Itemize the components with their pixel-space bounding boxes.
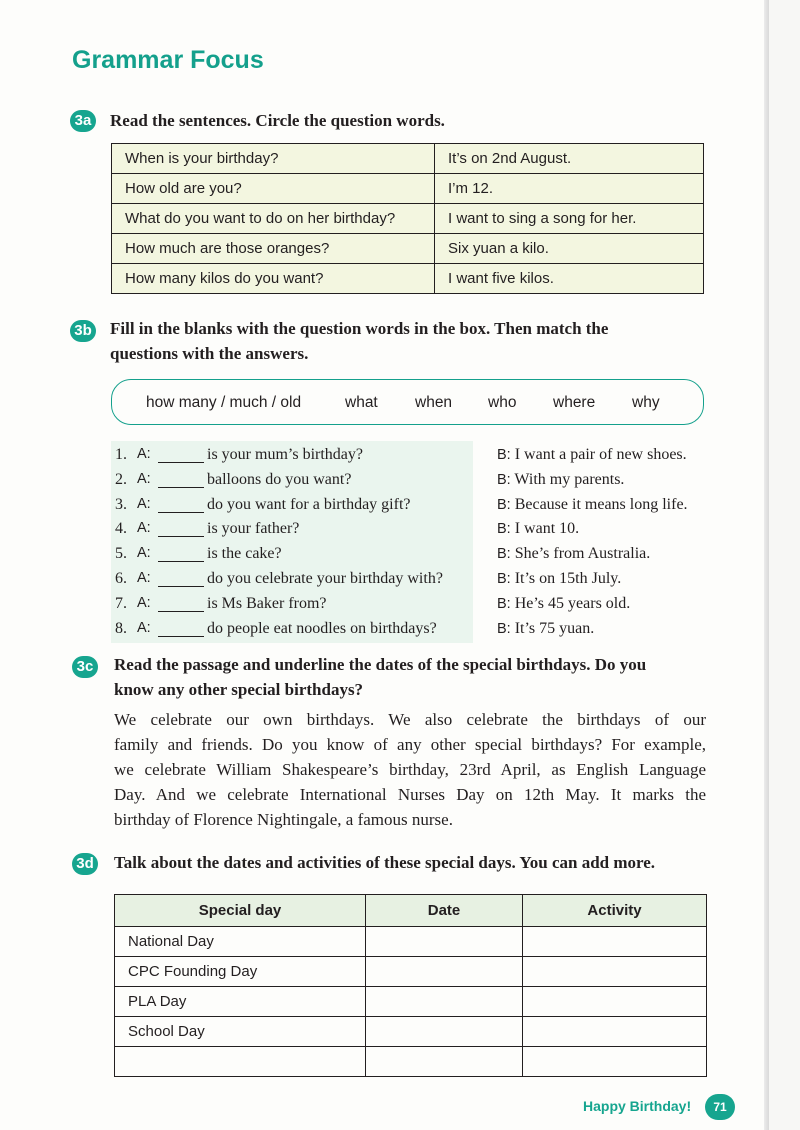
question-number: 8. bbox=[115, 620, 127, 637]
answer-cell: It’s on 2nd August. bbox=[435, 144, 704, 174]
page-title: Grammar Focus bbox=[72, 46, 264, 74]
speaker-b-label: B: bbox=[497, 571, 511, 587]
table-row bbox=[112, 264, 704, 294]
speaker-b-label: B: bbox=[497, 447, 511, 463]
table-row bbox=[115, 1047, 707, 1077]
date-cell[interactable] bbox=[366, 957, 523, 987]
speaker-b-label: B: bbox=[497, 472, 511, 488]
answer-text: It’s on 15th July. bbox=[514, 570, 622, 587]
activity-cell[interactable] bbox=[523, 957, 707, 987]
speaker-b-label: B: bbox=[497, 546, 511, 562]
answer-item bbox=[497, 492, 688, 518]
answer-text: I want a pair of new shoes. bbox=[514, 446, 687, 463]
answer-blank[interactable] bbox=[158, 595, 204, 612]
word-option: why bbox=[632, 394, 660, 411]
question-number: 2. bbox=[115, 471, 127, 488]
question-cell: What do you want to do on her birthday? bbox=[112, 204, 435, 234]
special-days-table bbox=[114, 894, 707, 1077]
activity-cell[interactable] bbox=[523, 1047, 707, 1077]
question-text: is your mum’s birthday? bbox=[207, 446, 363, 463]
table-row bbox=[112, 234, 704, 264]
table-row bbox=[115, 987, 707, 1017]
question-cell: How many kilos do you want? bbox=[112, 264, 435, 294]
question-number: 3. bbox=[115, 496, 127, 513]
speaker-a-label: A: bbox=[137, 446, 151, 462]
answer-text: With my parents. bbox=[514, 471, 625, 488]
answer-item bbox=[497, 541, 650, 567]
word-option: who bbox=[488, 394, 517, 411]
answer-text: I want 10. bbox=[514, 520, 580, 537]
special-day-cell: CPC Founding Day bbox=[115, 957, 366, 987]
column-header-date: Date bbox=[366, 895, 523, 927]
instruction-3b-line2: questions with the answers. bbox=[110, 344, 309, 363]
answer-blank[interactable] bbox=[158, 471, 204, 488]
question-number: 4. bbox=[115, 520, 127, 537]
question-text: is Ms Baker from? bbox=[207, 595, 327, 612]
passage-line: birthday of Florence Nightingale, a famous nurse. bbox=[114, 810, 453, 829]
speaker-b-label: B: bbox=[497, 521, 511, 537]
activity-cell[interactable] bbox=[523, 1017, 707, 1047]
answer-text: Because it means long life. bbox=[514, 496, 688, 513]
date-cell[interactable] bbox=[366, 987, 523, 1017]
question-text: do people eat noodles on birthdays? bbox=[207, 620, 437, 637]
section-badge-3c: 3c bbox=[72, 656, 98, 678]
table-row bbox=[115, 957, 707, 987]
question-text: is your father? bbox=[207, 520, 300, 537]
question-text: do you want for a birthday gift? bbox=[207, 496, 411, 513]
date-cell[interactable] bbox=[366, 1047, 523, 1077]
answer-cell: I want five kilos. bbox=[435, 264, 704, 294]
speaker-a-label: A: bbox=[137, 520, 151, 536]
question-number: 7. bbox=[115, 595, 127, 612]
speaker-a-label: A: bbox=[137, 570, 151, 586]
column-header-activity: Activity bbox=[523, 895, 707, 927]
speaker-b-label: B: bbox=[497, 497, 511, 513]
answer-text: It’s 75 yuan. bbox=[514, 620, 595, 637]
speaker-a-label: A: bbox=[137, 595, 151, 611]
section-badge-3d: 3d bbox=[72, 853, 98, 875]
activity-cell[interactable] bbox=[523, 987, 707, 1017]
answer-blank[interactable] bbox=[158, 570, 204, 587]
passage-line: Day. And we celebrate International Nurses Day on 12th May. It marks the bbox=[114, 785, 706, 804]
answer-blank[interactable] bbox=[158, 620, 204, 637]
answer-blank[interactable] bbox=[158, 545, 204, 562]
instruction-3a: Read the sentences. Circle the question words. bbox=[110, 111, 445, 130]
answer-blank[interactable] bbox=[158, 446, 204, 463]
table-row bbox=[115, 927, 707, 957]
page-margin bbox=[769, 0, 800, 1130]
speaker-a-label: A: bbox=[137, 545, 151, 561]
answer-item bbox=[497, 516, 579, 542]
answer-blank[interactable] bbox=[158, 520, 204, 537]
special-day-cell: School Day bbox=[115, 1017, 366, 1047]
speaker-a-label: A: bbox=[137, 496, 151, 512]
question-number: 5. bbox=[115, 545, 127, 562]
question-number: 6. bbox=[115, 570, 127, 587]
question-text: balloons do you want? bbox=[207, 471, 352, 488]
table-row bbox=[112, 204, 704, 234]
question-answer-table bbox=[111, 143, 704, 294]
answer-item bbox=[497, 442, 687, 468]
word-option: what bbox=[345, 394, 378, 411]
chapter-title: Happy Birthday! bbox=[583, 1098, 692, 1114]
question-text: is the cake? bbox=[207, 545, 282, 562]
special-day-cell: PLA Day bbox=[115, 987, 366, 1017]
answer-text: She’s from Australia. bbox=[514, 545, 651, 562]
table-row bbox=[112, 174, 704, 204]
question-number: 1. bbox=[115, 446, 127, 463]
question-text: do you celebrate your birthday with? bbox=[207, 570, 443, 587]
question-cell: How old are you? bbox=[112, 174, 435, 204]
activity-cell[interactable] bbox=[523, 927, 707, 957]
instruction-3b-line1: Fill in the blanks with the question words in the box. Then match the bbox=[110, 319, 609, 338]
passage-line: we celebrate William Shakespeare’s birthday, 23rd April, as English Language bbox=[114, 760, 706, 779]
special-day-cell bbox=[115, 1047, 366, 1077]
word-option: where bbox=[553, 394, 596, 411]
answer-item bbox=[497, 566, 621, 592]
question-cell: How much are those oranges? bbox=[112, 234, 435, 264]
answer-item bbox=[497, 616, 594, 642]
speaker-b-label: B: bbox=[497, 621, 511, 637]
answer-item bbox=[497, 467, 624, 493]
answer-cell: I want to sing a song for her. bbox=[435, 204, 704, 234]
word-option: when bbox=[415, 394, 453, 411]
column-header-special-day: Special day bbox=[115, 895, 366, 927]
passage bbox=[114, 707, 706, 807]
word-box bbox=[111, 379, 704, 425]
speaker-b-label: B: bbox=[497, 596, 511, 612]
speaker-a-label: A: bbox=[137, 620, 151, 636]
question-cell: When is your birthday? bbox=[112, 144, 435, 174]
instruction-3c-line2: know any other special birthdays? bbox=[114, 680, 364, 699]
instruction-3d: Talk about the dates and activities of these special days. You can add more. bbox=[114, 853, 656, 872]
answer-text: He’s 45 years old. bbox=[514, 595, 631, 612]
instruction-3c-line1: Read the passage and underline the dates of the special birthdays. Do you bbox=[114, 655, 647, 674]
table-row bbox=[112, 144, 704, 174]
passage-line: We celebrate our own birthdays. We also celebrate the birthdays of our bbox=[114, 710, 706, 729]
section-badge-3a: 3a bbox=[70, 110, 96, 132]
answer-cell: I’m 12. bbox=[435, 174, 704, 204]
answer-item bbox=[497, 591, 630, 617]
date-cell[interactable] bbox=[366, 1017, 523, 1047]
answer-blank[interactable] bbox=[158, 496, 204, 513]
special-day-cell: National Day bbox=[115, 927, 366, 957]
page-number: 71 bbox=[705, 1094, 735, 1120]
date-cell[interactable] bbox=[366, 927, 523, 957]
answer-cell: Six yuan a kilo. bbox=[435, 234, 704, 264]
table-row bbox=[115, 1017, 707, 1047]
section-badge-3b: 3b bbox=[70, 320, 96, 342]
passage-line: family and friends. Do you know of any other special birthdays? For example, bbox=[114, 735, 706, 754]
speaker-a-label: A: bbox=[137, 471, 151, 487]
word-option: how many / much / old bbox=[146, 394, 302, 411]
